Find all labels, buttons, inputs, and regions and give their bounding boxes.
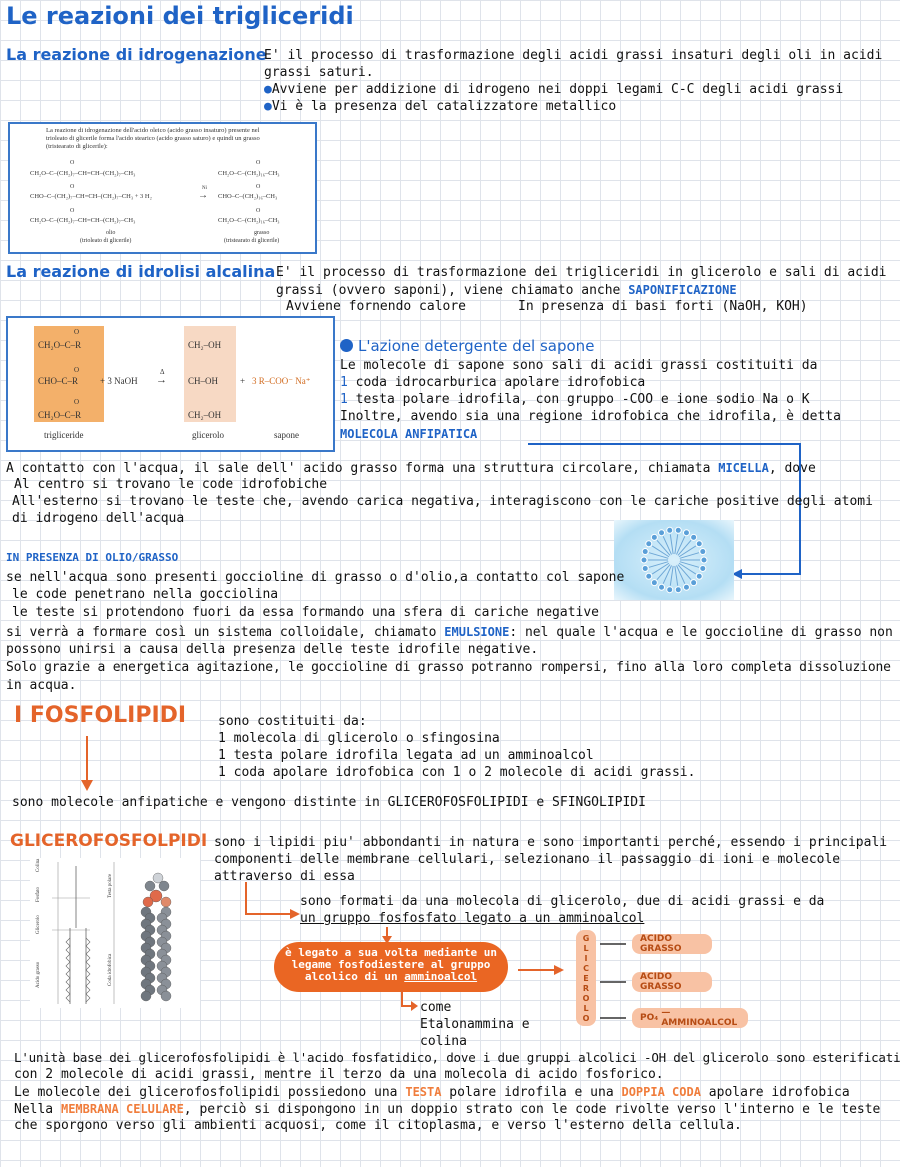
- tail-ball: [141, 991, 151, 1001]
- reaction-arrow-icon: →: [198, 190, 208, 201]
- pill-acido-grasso-1: ACIDO GRASSO: [632, 934, 712, 954]
- come-l2: Etalonammina e: [420, 1017, 530, 1032]
- micella-head: [675, 587, 681, 593]
- detergente-heading: L'azione detergente del sapone: [358, 337, 595, 355]
- olio-l4-end: : nel quale l'acqua e le goccioline di grasso non: [509, 625, 893, 640]
- fosfodiestere-bubble: [274, 942, 508, 992]
- img-label-testa-polare: Testa polare: [108, 873, 113, 898]
- detergente-l4: Inoltre, avendo sia una regione idrofobica che idrofila, è detta: [340, 409, 841, 424]
- formati-l1: sono formati da una molecola di glicerolo, due di acidi grassi e da: [300, 894, 825, 909]
- idrogenazione-heading: La reazione di idrogenazione: [6, 45, 267, 64]
- micella-head: [700, 549, 706, 555]
- micella-head: [667, 587, 673, 593]
- figure1-right-r3: CH₂O–C–(CH₂)₁₆–CH₃: [218, 217, 280, 224]
- bracket-arrow-icon: [396, 990, 420, 1014]
- idrogenazione-line2: grassi saturi.: [264, 65, 374, 80]
- figure1-right-r1: CH₂O–C–(CH₂)₁₆–CH₃: [218, 170, 280, 177]
- micella-tail: [680, 553, 699, 559]
- micella-head: [642, 565, 648, 571]
- glicerolo-letter: L: [583, 944, 589, 953]
- detergente-l2-text: coda idrocarburica apolare idrofobica: [347, 375, 646, 390]
- figure1-right-r2: CHO–C–(CH₂)₁₆–CH₃: [218, 193, 278, 200]
- connector-lines: [596, 936, 630, 1026]
- olio-l2: le code penetrano nella gocciolina: [12, 587, 279, 602]
- plus-sign: +: [240, 376, 246, 386]
- fosfolipidi-item2: 1 testa polare idrofila legata ad un amminoalcol: [218, 748, 594, 763]
- final-l4-text: Nella: [14, 1102, 61, 1117]
- idrogenazione-line1: E' il processo di trasformazione degli acidi grassi insaturi degli oli in acidi: [264, 48, 883, 63]
- olio-l4-text: si verrà a formare così un sistema colloidale, chiamato: [6, 625, 445, 640]
- micella-tail: [675, 534, 678, 554]
- carbonyl-o: O: [70, 184, 75, 190]
- micella-l4: di idrogeno dell'acqua: [12, 511, 185, 526]
- label-glicerolo: glicerolo: [192, 430, 224, 440]
- carbonyl-o: O: [74, 328, 80, 336]
- final-l2: con 2 molecole di acidi grassi, mentre il terzo da una molecola di acido fosforico.: [14, 1067, 664, 1082]
- detergente-l3: [340, 392, 810, 408]
- figure1-right-label1: grasso: [254, 230, 270, 236]
- fosfolipidi-heading: I FOSFOLIPIDI: [14, 703, 187, 728]
- tri-r3: CH₂O–C–R: [38, 410, 82, 420]
- bullet2-text: Vi è la presenza del catalizzatore metallico: [271, 99, 617, 114]
- gly-r3: CH₂–OH: [188, 410, 222, 420]
- micella-tail: [680, 562, 699, 568]
- reagent: + 3 NaOH: [100, 376, 138, 386]
- micella-head: [651, 580, 657, 586]
- keyword-molecola-anfipatica: MOLECOLA ANFIPATICA: [340, 427, 478, 441]
- fosfolipidi-summary: sono molecole anfipatiche e vengono distinte in GLICEROFOSFOLIPIDI e SFINGOLIPIDI: [12, 795, 646, 810]
- formati-l2: un gruppo fosfosfato legato a un amminoalcol: [300, 911, 645, 926]
- detergente-l1: Le molecole di sapone sono sali di acidi grassi costituiti da: [340, 358, 818, 373]
- soap-formula: 3 R–COO⁻ Na⁺: [252, 376, 311, 386]
- micella-head: [691, 534, 697, 540]
- glicero-l3: attraverso di essa: [214, 869, 355, 884]
- micella-l2: Al centro si trovano le code idrofobiche: [14, 477, 328, 492]
- final-l3-end: apolare idrofobica: [700, 1085, 850, 1100]
- micella-tail: [649, 553, 668, 559]
- figure1-caption3: (tristearato di glicerile):: [46, 143, 108, 150]
- micella-head: [659, 584, 665, 590]
- figure1-left-r1: CH₂O–C–(CH₂)₇–CH=CH–(CH₂)₇–CH₃: [30, 170, 136, 177]
- bullet-dot-icon: ●: [264, 82, 272, 97]
- olio-l3: le teste si protendono fuori da essa formando una sfera di cariche negative: [12, 605, 599, 620]
- pill-po4-amminoalcol: [632, 1008, 748, 1028]
- figure1-right-label2: (tristearato di glicerile): [224, 238, 280, 244]
- final-l3-mid: polare idrofila e una: [441, 1085, 622, 1100]
- detergente-bullet-icon: [340, 339, 353, 352]
- keyword-testa: TESTA: [405, 1085, 442, 1099]
- pill-amminoalcol: — AMMINOALCOL: [661, 1008, 738, 1028]
- micella-head: [696, 541, 702, 547]
- img-label-fosfato: Fosfato: [36, 887, 41, 902]
- number: 1: [340, 392, 348, 407]
- img-label-acido-grasso: Acido grasso: [36, 961, 41, 988]
- tri-r1: CH₂O–C–R: [38, 340, 82, 350]
- idrolisi-line1: E' il processo di trasformazione dei trigliceridi in glicerolo e sali di acidi: [276, 265, 887, 280]
- figure1-caption1: La reazione di idrogenazione dell'acido oleico (acido grasso insaturo) presente nel: [46, 127, 260, 134]
- final-l5: che sporgono verso gli ambienti acquosi, come il citoplasma, e verso l'esterno della cellula.: [14, 1118, 742, 1133]
- micella-image: [614, 520, 734, 600]
- carbonyl-o: O: [256, 160, 261, 166]
- atom-ball: [159, 881, 169, 891]
- label-sapone: sapone: [274, 430, 299, 440]
- bubble-l3: [274, 971, 508, 983]
- glicerolo-letter: I: [584, 954, 588, 963]
- final-l4-end: , perciò si dispongono in un doppio strato con le code rivolte verso l'interno e le teste: [183, 1102, 881, 1117]
- figure1-left-label1: olio: [106, 230, 116, 236]
- carbonyl-o: O: [74, 366, 80, 374]
- idrolisi-line2: [276, 282, 737, 299]
- page-title: Le reazioni dei trigliceridi: [6, 2, 354, 30]
- keyword-saponificazione: SAPONIFICAZIONE: [628, 283, 737, 297]
- fosfolipidi-item3: 1 coda apolare idrofobica con 1 o 2 molecole di acidi grassi.: [218, 765, 696, 780]
- micella-l1-text: A contatto con l'acqua, il sale dell' acido grasso forma una struttura circolare, chiamata: [6, 461, 719, 476]
- tail-ball: [161, 991, 171, 1001]
- img-label-glicerolo: Glicerolo: [36, 915, 41, 934]
- bubble-l3-text: alcolico di un: [304, 970, 405, 983]
- space-filling-model: [120, 872, 196, 1004]
- micella-tail: [670, 566, 673, 586]
- micella-diagram: [614, 520, 734, 600]
- idrolisi-line3a: Avviene fornendo calore: [286, 299, 467, 314]
- figure1-left-label2: (trioleato di glicerile): [80, 238, 132, 244]
- atom-ball: [145, 881, 155, 891]
- keyword-doppia-coda: DOPPIA CODA: [621, 1085, 701, 1099]
- carbonyl-o: O: [256, 208, 261, 214]
- micella-head: [691, 580, 697, 586]
- glicero-l2: componenti delle membrane cellulari, selezionano il passaggio di ioni e molecole: [214, 852, 841, 867]
- micella-head: [675, 527, 681, 533]
- glicerolo-letter: R: [582, 984, 590, 993]
- micella-tail: [675, 566, 678, 586]
- come-l3: colina: [420, 1034, 467, 1049]
- keyword-micella: MICELLA: [718, 461, 769, 475]
- olio-l5: possono unirsi a causa della presenza delle teste idrofile negative.: [6, 642, 539, 657]
- label-trigliceride: trigliceride: [44, 430, 84, 440]
- figure1-left-r2: CHO–C–(CH₂)₇–CH=CH–(CH₂)₇–CH₃ + 3 H₂: [30, 193, 152, 200]
- figure1-left-r3: CH₂O–C–(CH₂)₇–CH=CH–(CH₂)₇–CH₃: [30, 217, 136, 224]
- micella-head: [659, 530, 665, 536]
- idrolisi-line3b: In presenza di basi forti (NaOH, KOH): [518, 299, 808, 314]
- carbonyl-o: O: [256, 184, 261, 190]
- reaction-arrow-icon: →: [156, 374, 167, 386]
- img-label-colina: Colina: [36, 858, 41, 872]
- phospholipid-image: [30, 858, 200, 1008]
- phosphate-ball: [143, 897, 153, 907]
- glicerolo-letter: E: [583, 974, 589, 983]
- detergente-l2: [340, 375, 645, 391]
- right-arrow-icon: [518, 962, 566, 978]
- glicerolo-letter: C: [583, 964, 589, 973]
- phosphate-ball: [161, 897, 171, 907]
- tri-r2: CHO–C–R: [38, 376, 79, 386]
- fosfolipidi-intro: sono costituiti da:: [218, 714, 367, 729]
- idrolisi-heading: La reazione di idrolisi alcalina: [6, 262, 276, 281]
- micella-head: [683, 530, 689, 536]
- idrogenazione-bullet2: [264, 99, 616, 115]
- carbonyl-o: O: [70, 208, 75, 214]
- img-label-coda: Coda idrofobica: [108, 953, 113, 986]
- bullet-dot-icon: ●: [264, 99, 272, 114]
- micella-l3: All'esterno si trovano le teste che, avendo carica negativa, interagiscono con le cariche positive degli atomi: [12, 494, 873, 509]
- bracket-arrow-icon: [238, 882, 302, 922]
- micella-head: [646, 573, 652, 579]
- glicerolo-column: [576, 930, 596, 1026]
- final-l3: [14, 1084, 850, 1101]
- micella-head: [642, 549, 648, 555]
- glicerolo-letters: [576, 930, 596, 1024]
- micella-head: [641, 557, 647, 563]
- bullet1-text: Avviene per addizione di idrogeno nei doppi legami C-C degli acidi grassi: [271, 82, 844, 97]
- olio-heading: IN PRESENZA DI OLIO/GRASSO: [6, 551, 179, 564]
- micella-l1-end: , dove: [768, 461, 816, 476]
- carbonyl-o: O: [70, 160, 75, 166]
- idrolisi-line2-text: grassi (ovvero saponi), viene chiamato anche: [276, 283, 629, 298]
- figure-saponificazione: [6, 316, 335, 452]
- final-l1: L'unità base dei glicerofosfolipidi è l'acido fosfatidico, dove i due gruppi alcolici -OH del glicerolo sono esterificati: [14, 1050, 900, 1065]
- number: 1: [340, 375, 348, 390]
- glicerolo-letter: G: [582, 934, 590, 943]
- glicerolo-letter: O: [582, 994, 590, 1003]
- micella-head: [646, 541, 652, 547]
- keyword-emulsione: EMULSIONE: [444, 625, 510, 639]
- figure-idrogenazione: [8, 122, 317, 254]
- glicero-heading: GLICEROFOSFOLPIDI: [10, 831, 208, 851]
- micella-head: [696, 573, 702, 579]
- keyword-membrana-cellulare: MEMBRANA CELULARE: [60, 1102, 184, 1116]
- micella-head: [651, 534, 657, 540]
- gly-r2: CH–OH: [188, 376, 219, 386]
- micella-tail: [670, 534, 673, 554]
- fosfolipidi-item1: 1 molecola di glicerolo o sfingosina: [218, 731, 500, 746]
- arrow-label: Δ: [160, 368, 165, 376]
- olio-l6: Solo grazie a energetica agitazione, le goccioline di grasso potranno rompersi, fino alla loro completa dissoluzione: [6, 660, 891, 675]
- olio-l7: in acqua.: [6, 678, 77, 693]
- glicerolo-letter: O: [582, 1014, 590, 1023]
- olio-l1: se nell'acqua sono presenti goccioline di grasso o d'olio,a contatto col sapone: [6, 570, 625, 585]
- bubble-l2: legame fosfodiestere al gruppo: [291, 958, 491, 971]
- glicero-l1: sono i lipidi piu' abbondanti in natura e sono importanti perché, essendo i principali: [214, 835, 888, 850]
- figure1-catalyst: Ni: [202, 186, 207, 191]
- gly-r1: CH₂–OH: [188, 340, 222, 350]
- detergente-l3-text: testa polare idrofila, con gruppo -COO e ione sodio Na o K: [347, 392, 810, 407]
- final-l3-text: Le molecole dei glicerofosfolipidi possiedono una: [14, 1085, 406, 1100]
- come-l1: come: [420, 1000, 452, 1015]
- down-arrow-icon: [80, 736, 94, 792]
- pill-acido-grasso-2: ACIDO GRASSO: [632, 972, 712, 992]
- micella-tail: [649, 562, 668, 568]
- micella-head: [700, 565, 706, 571]
- micella-head: [701, 557, 707, 563]
- final-l4: [14, 1101, 880, 1118]
- pill-po4: PO₄: [640, 1013, 659, 1023]
- olio-l4: [6, 624, 893, 641]
- micella-head: [667, 527, 673, 533]
- carbonyl-o: O: [74, 398, 80, 406]
- micella-l1: [6, 460, 816, 477]
- micella-head: [683, 584, 689, 590]
- bubble-amminoalcol: amminoalcol: [404, 970, 478, 983]
- figure1-caption2: trioleato di glicerile forma l'acido stearico (acido grasso saturo) e quindi un grasso: [46, 135, 260, 142]
- bubble-l1: è legato a sua volta mediante un: [285, 946, 497, 959]
- idrogenazione-bullet1: [264, 82, 843, 98]
- glicerolo-letter: L: [583, 1004, 589, 1013]
